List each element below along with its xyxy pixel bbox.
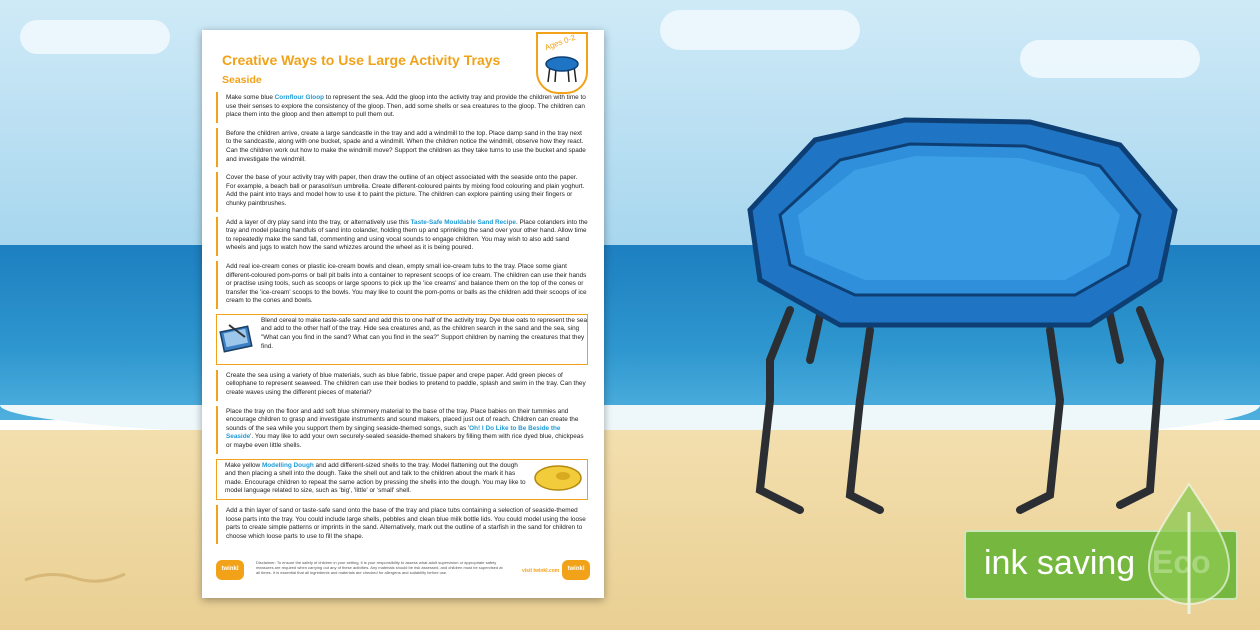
highlighted-activity bbox=[216, 314, 588, 365]
paragraph-text: Add a layer of dry play sand into the tray, or alternatively use this bbox=[226, 218, 411, 226]
page-footer bbox=[216, 556, 590, 586]
paragraph-text: Before the children arrive, create a large sandcastle in the tray and add a windmill to the top. Place damp sand in the tray next to the sandcastle, along with one bucket, spade and a windmill. When the children notice the windmill, observe how they react. Can the children work out how to make the windmill move? Support the children as they take turns to use the bucket and spade and investigate the windmill. bbox=[226, 129, 586, 163]
cloud bbox=[20, 20, 170, 54]
paragraph-text: Create the sea using a variety of blue materials, such as blue fabric, tissue paper and crepe paper. Add green pieces of cellophane to represent seaweed. The children can use their bodies to pretend to paddle, splash and swim in the tray. Can they create waves using the different pieces of material? bbox=[226, 371, 586, 397]
sand-recipe-link[interactable]: Taste-Safe Mouldable Sand Recipe bbox=[410, 218, 516, 226]
paragraph-text: Add a thin layer of sand or taste-safe sand onto the base of the tray and place tubs containing a selection of seaside-themed loose parts into the tray. You could include large shells, pebbles and clean blue milk bottle lids. You could model using the loose parts to create simple patterns or imprints in the sand. Alternatively, mark out the outline of a starfish in the sand for children to choose which loose parts to use to fill the shape. bbox=[226, 507, 586, 540]
paragraph-text: Make some blue bbox=[226, 94, 275, 101]
cloud bbox=[1020, 40, 1200, 78]
sand-ripple bbox=[20, 560, 130, 590]
leaf-icon bbox=[1144, 482, 1234, 617]
activity-tray-illustration bbox=[730, 100, 1200, 520]
dough-illustration bbox=[533, 462, 583, 492]
modelling-dough-link[interactable]: Modelling Dough bbox=[261, 461, 314, 469]
activity-paragraph bbox=[216, 505, 588, 544]
activity-paragraph bbox=[216, 370, 588, 401]
age-badge-label: Ages 0-2 bbox=[543, 32, 577, 53]
paragraph-text: '. You may like to add your own securely-sealed seaside-themed shakers by filling them with rice dyed blue, chickpeas or maybe even little shells. bbox=[226, 433, 584, 450]
twinkl-logo bbox=[216, 560, 244, 580]
paragraph-text: Cover the base of your activity tray with paper, then draw the outline of an object associated with the seaside onto the paper. For example, a beach ball or parasol/sun umbrella. Create different-coloured paints by mixing food colouring and plain yoghurt. Add the paint into trays and model how to use it to paint the picture. The children can explore painting using their fingers or chunky paintbrushes. bbox=[226, 174, 585, 207]
footer-url[interactable]: visit twinkl.com bbox=[522, 568, 560, 574]
activity-paragraph bbox=[216, 217, 588, 256]
paragraph-text: . Place colanders into the tray and model placing handfuls of sand into colander, holding them up and sprinkling the sand over your other hand. Allow time to repeatedly make the sand fall, commenting and using vocal sounds to engage children. You may wish to also add sand wheels and jugs to watch how the sand whizzes around the wheel as it is being poured. bbox=[226, 218, 588, 252]
activity-paragraph bbox=[216, 406, 588, 454]
page-subtitle: Seaside bbox=[222, 74, 262, 86]
activity-paragraph bbox=[216, 261, 588, 309]
cornflour-gloop-link[interactable]: Cornflour Gloop bbox=[274, 94, 325, 101]
activity-paragraph bbox=[216, 172, 588, 211]
age-badge bbox=[536, 32, 588, 94]
paragraph-text: Add real ice-cream cones or plastic ice-cream bowls and clean, empty small ice-cream tubs to the tray. Place some giant different-coloured pom-poms or ball pit balls into a container to represent scoops of ice cream. The children can use their hands or practise using tools, such as scoops or large spoons to pick up the 'ice creams' and balance them on the top of the cones or transfer the 'ice-cream' scoops to the bowls. You may like to count the pom-poms or balls as the children add their scoops of ice cream to the cones and bowls. bbox=[226, 262, 587, 305]
cloud bbox=[660, 10, 860, 50]
activity-list bbox=[216, 92, 588, 549]
paragraph-text: Make yellow bbox=[225, 461, 262, 469]
footer-disclaimer: Disclaimer: To ensure the safety of children in your setting, it is your responsibility to assess what adult supervision or appropriate safety measures are required when carrying out any of these activities. Any materials should be risk assessed, and children must be supervised at all times. It is essential that all ingredients and materials are checked for allergens and suitability before use. bbox=[256, 560, 503, 575]
paragraph-text: and add different-sized shells to the tray. Model flattening out the dough and then placing a shell into the dough. Take the shell out and talk to the children about the mark it has made. Encourage children to repeat the same action by pressing the shells into the dough. You may like to model language related to size, such as 'big', 'little' or 'small' shell. bbox=[225, 461, 526, 495]
activity-paragraph bbox=[216, 92, 588, 123]
tray-icon bbox=[544, 52, 580, 86]
highlighted-activity bbox=[216, 459, 588, 500]
paragraph-text: Place the tray on the floor and add soft blue shimmery material to the base of the tray. Place babies on their tummies and encourage children to grasp and investigate instruments and sound makers, placed just out of reach. Children can create the sounds of the sea while you support them by singing seaside-themed songs, such as ' bbox=[226, 407, 579, 432]
logo-text: twinkl bbox=[221, 566, 239, 572]
page-title: Creative Ways to Use Large Activity Trays bbox=[222, 52, 501, 68]
paragraph-text: to represent the sea. Add the gloop into the activity tray and provide the children with time to use their senses to explore the consistency of the gloop. Then, add some shells or sea creatures to the gloop. The children can place them into the gloop and then attempt to pull them out. bbox=[226, 94, 586, 119]
activity-paragraph bbox=[216, 128, 588, 167]
logo-text: twinkl bbox=[567, 566, 585, 572]
activity-sheet bbox=[202, 30, 604, 598]
book-illustration bbox=[219, 319, 255, 355]
ink-saving-text: ink saving bbox=[984, 544, 1136, 582]
paragraph-text: Blend cereal to make taste-safe sand and add this to one half of the activity tray. Dye blue oats to represent the sea and add to the other half of the tray. Hide sea creatures and, as the children search in the sand and the sea, sing "What can you find in the sand? What can you find in the sea?" Support children by naming the creatures that they find. bbox=[261, 316, 587, 350]
seaside-song-link[interactable]: Oh! I Do Like to Be Beside the Seaside bbox=[226, 424, 561, 441]
twinkl-logo bbox=[562, 560, 590, 580]
